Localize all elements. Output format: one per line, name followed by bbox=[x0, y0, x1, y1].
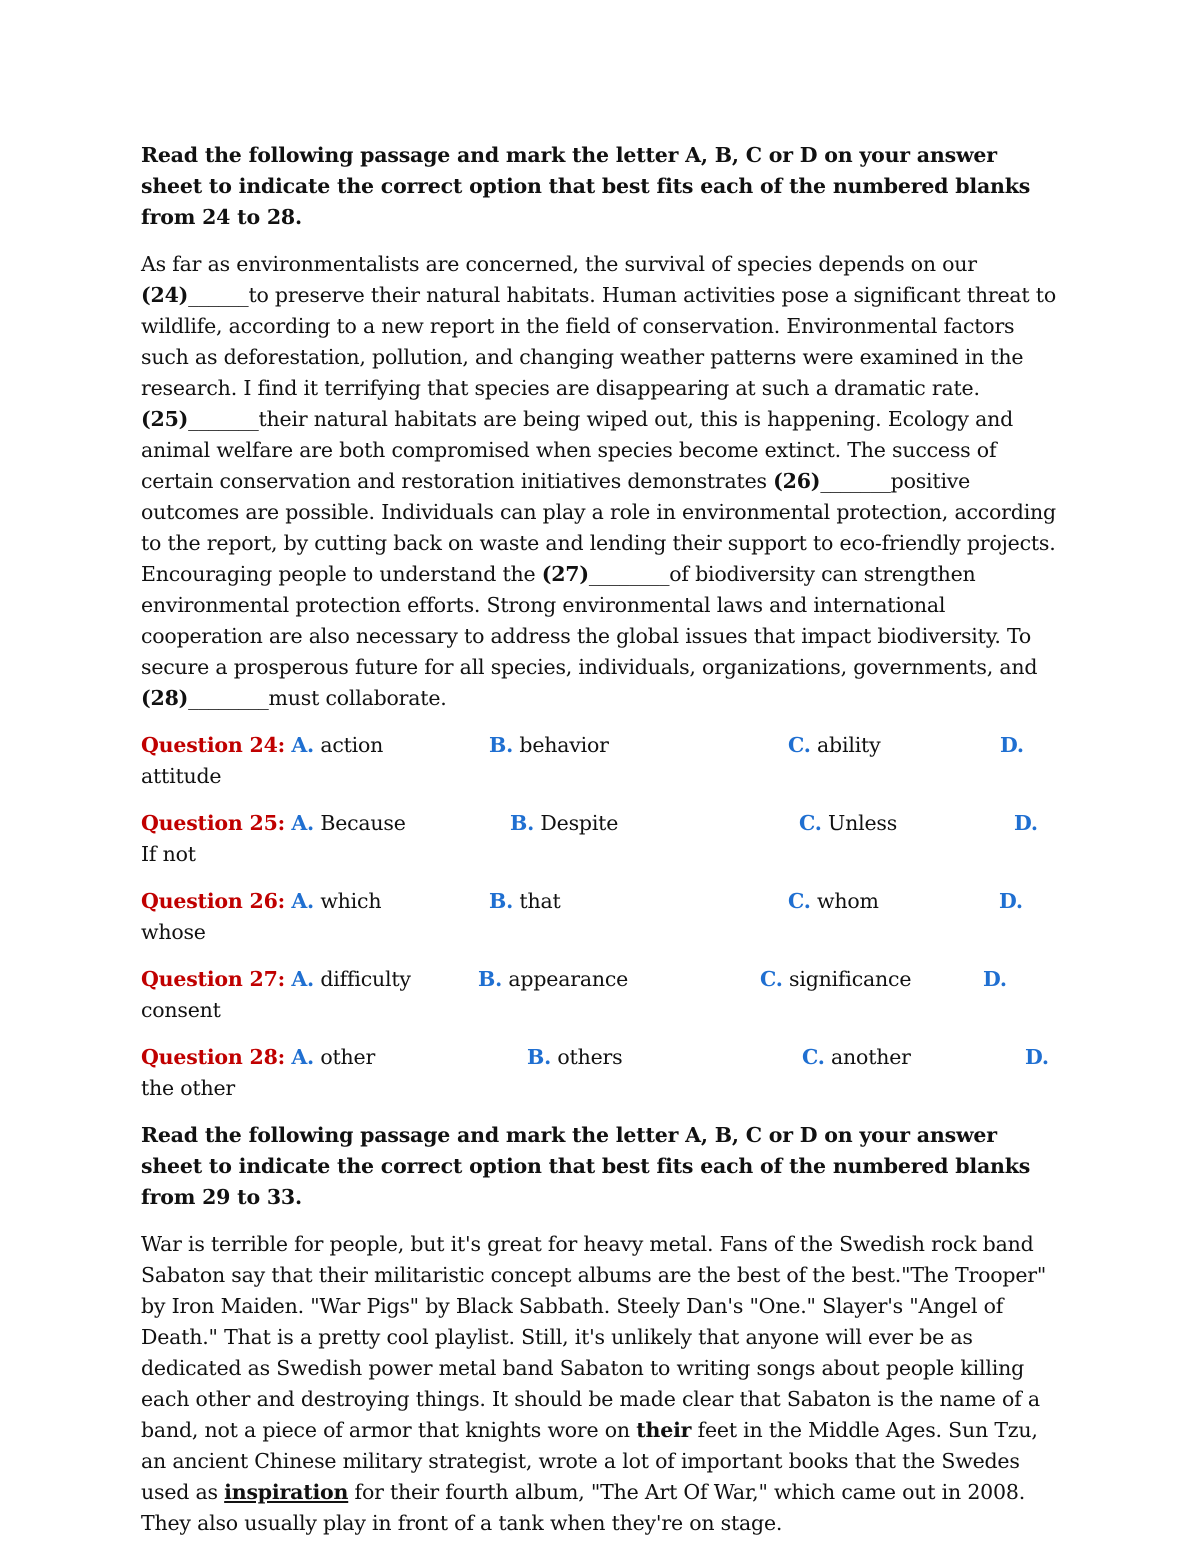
question-26 bbox=[141, 886, 1061, 948]
blank-24: (24) bbox=[141, 283, 189, 307]
option-letter-a: A. bbox=[291, 1045, 314, 1069]
blank-28: (28) bbox=[141, 686, 189, 710]
option-b: others bbox=[557, 1045, 623, 1069]
option-letter-c: C. bbox=[788, 733, 811, 757]
option-b: behavior bbox=[519, 733, 609, 757]
blank-27: (27) bbox=[541, 562, 589, 586]
option-c: another bbox=[831, 1045, 911, 1069]
question-28 bbox=[141, 1042, 1061, 1104]
option-letter-b: B. bbox=[489, 889, 514, 913]
option-letter-d: D. bbox=[1025, 1045, 1049, 1069]
option-c: whom bbox=[817, 889, 879, 913]
option-letter-b: B. bbox=[527, 1045, 552, 1069]
option-a: difficulty bbox=[320, 967, 411, 991]
section1-passage: As far as environmentalists are concerned, the survival of species depends on our (24)______to preserve their natural habitats. Human activities pose a significant threat to wildlife, according to a new report in the field of conservation. Environmental factors such as deforestation, pollution, and changing weather patterns were examined in the research. I find it terrifying that species are disappearing at such a dramatic rate. (25)_______their natural habitats are being wiped out, this is happening. Ecology and animal welfare are both compromised when species become extinct. The success of certain conservation and restoration initiatives demonstrates (26)_______positive outcomes are possible. Individuals can play a role in environmental protection, according to the report, by cutting back on waste and lending their support to eco-friendly projects. Encouraging people to understand the (27)________of biodiversity can strengthen environmental protection efforts. Strong environmental laws and international cooperation are also necessary to address the global issues that impact biodiversity. To secure a prosperous future for all species, individuals, organizations, governments, and (28)________must collaborate. bbox=[141, 252, 1056, 710]
option-letter-d: D. bbox=[999, 889, 1023, 913]
section1-instruction: Read the following passage and mark the letter A, B, C or D on your answer sheet to indicate the correct option that best fits each of the numbered blanks from 24 to 28. bbox=[141, 143, 1031, 229]
section2-passage: War is terrible for people, but it's great for heavy metal. Fans of the Swedish rock band Sabaton say that their militaristic concept albums are the best of the best."The Trooper" by Iron Maiden. "War Pigs" by Black Sabbath. Steely Dan's "One." Slayer's "Angel of Death." That is a pretty cool playlist. Still, it's unlikely that anyone will ever be as dedicated as Swedish power metal band Sabaton to writing songs about people killing each other and destroying things. It should be made clear that Sabaton is the name of a band, not a piece of armor that knights wore on their feet in the Middle Ages. Sun Tzu, an ancient Chinese military strategist, wrote a lot of important books that the Swedes used as inspiration for their fourth album, "The Art Of War," which came out in 2008. They also usually play in front of a tank when they're on stage. bbox=[141, 1232, 1047, 1535]
option-letter-a: A. bbox=[291, 889, 314, 913]
question-27 bbox=[141, 964, 1061, 1026]
option-d: the other bbox=[141, 1076, 236, 1100]
option-d: attitude bbox=[141, 764, 222, 788]
option-letter-b: B. bbox=[510, 811, 535, 835]
option-c: significance bbox=[789, 967, 912, 991]
option-c: ability bbox=[817, 733, 881, 757]
option-b: that bbox=[519, 889, 561, 913]
option-d: consent bbox=[141, 998, 221, 1022]
option-letter-b: B. bbox=[478, 967, 503, 991]
option-letter-d: D. bbox=[983, 967, 1007, 991]
bold-word-their: their bbox=[636, 1418, 692, 1442]
option-a: Because bbox=[320, 811, 406, 835]
section2-instruction: Read the following passage and mark the letter A, B, C or D on your answer sheet to indicate the correct option that best fits each of the numbered blanks from 29 to 33. bbox=[141, 1123, 1031, 1209]
option-d: whose bbox=[141, 920, 206, 944]
option-letter-c: C. bbox=[788, 889, 811, 913]
question-label: Question 26: bbox=[141, 889, 286, 913]
option-letter-a: A. bbox=[291, 967, 314, 991]
question-25 bbox=[141, 808, 1061, 870]
question-label: Question 24: bbox=[141, 733, 286, 757]
option-c: Unless bbox=[828, 811, 898, 835]
option-letter-d: D. bbox=[1000, 733, 1024, 757]
option-a: other bbox=[320, 1045, 376, 1069]
option-letter-c: C. bbox=[760, 967, 783, 991]
underlined-word-inspiration: inspiration bbox=[224, 1480, 349, 1504]
option-a: action bbox=[320, 733, 384, 757]
option-letter-d: D. bbox=[1014, 811, 1038, 835]
blank-25: (25) bbox=[141, 407, 189, 431]
question-24 bbox=[141, 730, 1061, 792]
option-letter-b: B. bbox=[489, 733, 514, 757]
option-a: which bbox=[320, 889, 382, 913]
option-b: Despite bbox=[540, 811, 619, 835]
option-letter-c: C. bbox=[799, 811, 822, 835]
question-label: Question 25: bbox=[141, 811, 286, 835]
question-label: Question 27: bbox=[141, 967, 286, 991]
option-letter-a: A. bbox=[291, 733, 314, 757]
question-label: Question 28: bbox=[141, 1045, 286, 1069]
option-b: appearance bbox=[508, 967, 629, 991]
document-page bbox=[141, 140, 1061, 1555]
option-d: If not bbox=[141, 842, 196, 866]
option-letter-c: C. bbox=[802, 1045, 825, 1069]
option-letter-a: A. bbox=[291, 811, 314, 835]
blank-26: (26) bbox=[773, 469, 821, 493]
